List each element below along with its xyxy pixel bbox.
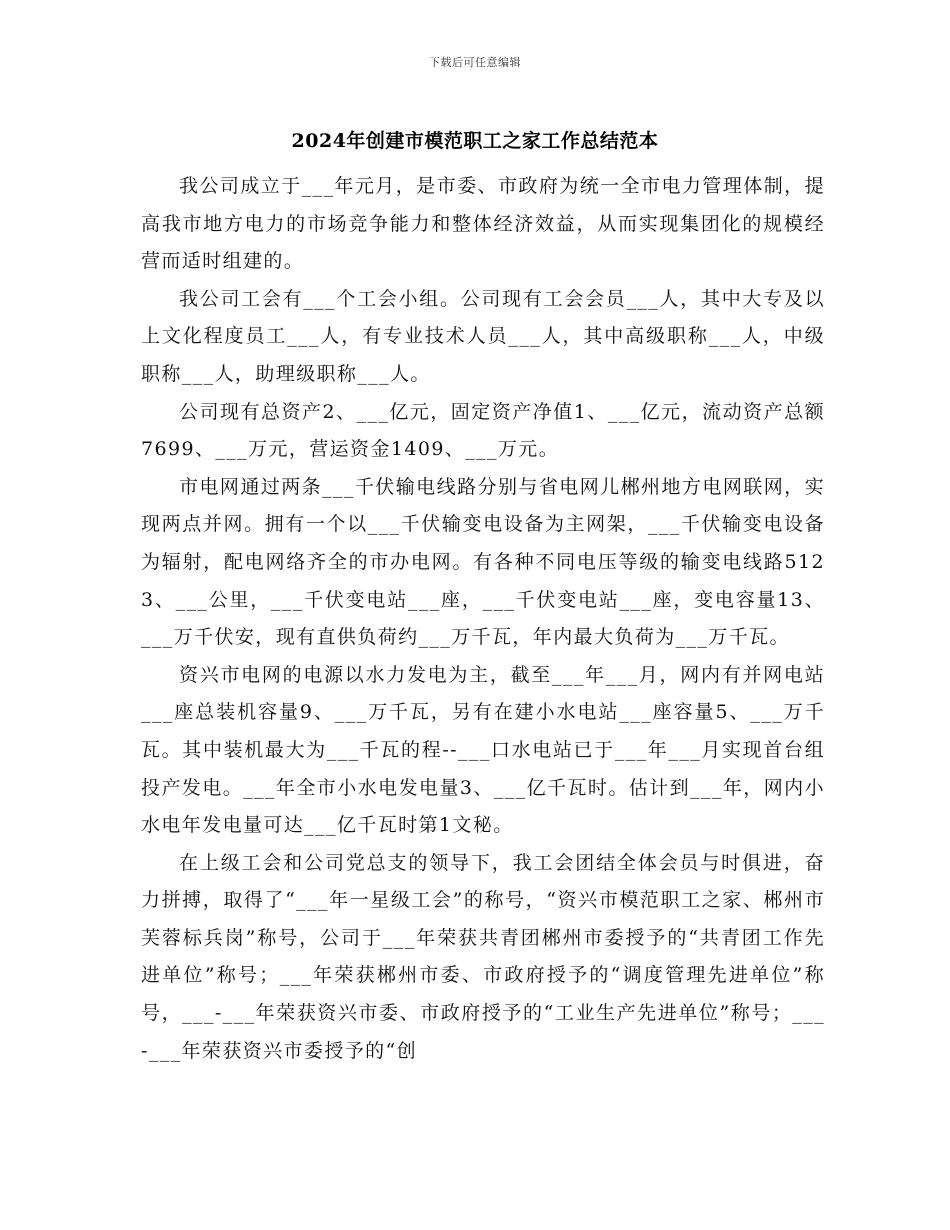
paragraph-power-grid: 市电网通过两条___千伏输电线路分别与省电网儿郴州地方电网联网，实现两点并网。拥有一个以___千伏输变电设备为主网架，___千伏输变电设备为辐射，配电网络齐全的市办电网。有各种不同电压等级的输变电线路5123、___公里，___千伏变电站___座，___千伏变电站___座，变电容量13、___万千伏安，现有直供负荷约___万千瓦，年内最大负荷为___万千瓦。	[141, 475, 825, 649]
header-note: 下载后可任意编辑	[429, 56, 521, 69]
document-body	[141, 168, 825, 1070]
paragraph-honors: 在上级工会和公司党总支的领导下，我工会团结全体会员与时俱进，奋力拼搏，取得了“___年一星级工会”的称号，“资兴市模范职工之家、郴州市芙蓉标兵岗”称号，公司于___年荣获共青团郴州市委授予的“共青团工作先进单位”称号；___年荣获郴州市委、市政府授予的“调度管理先进单位”称号，___-___年荣获资兴市委、市政府授予的“工业生产先进单位”称号；___-___年荣获资兴市委授予的“创	[141, 851, 825, 1062]
paragraph-union-members: 我公司工会有___个工会小组。公司现有工会会员___人，其中大专及以上文化程度员工___人，有专业技术人员___人，其中高级职称___人，中级职称___人，助理级职称___人。	[141, 287, 825, 385]
paragraph-company-founding: 我公司成立于___年元月，是市委、市政府为统一全市电力管理体制，提高我市地方电力的市场竞争能力和整体经济效益，从而实现集团化的规模经营而适时组建的。	[141, 175, 825, 273]
document-title: 2024年创建市模范职工之家工作总结范本	[291, 130, 659, 152]
paragraph-assets: 公司现有总资产2、___亿元，固定资产净值1、___亿元，流动资产总额7699、___万元，营运资金1409、___万元。	[141, 400, 825, 461]
paragraph-power-sources: 资兴市电网的电源以水力发电为主，截至___年___月，网内有并网电站___座总装机容量9、___万千瓦，另有在建小水电站___座容量5、___万千瓦。其中装机最大为___千瓦的程--___口水电站已于___年___月实现首台组投产发电。___年全市小水电发电量3、___亿千瓦时。估计到___年，网内小水电年发电量可达___亿千瓦时第1文秘。	[141, 663, 825, 837]
